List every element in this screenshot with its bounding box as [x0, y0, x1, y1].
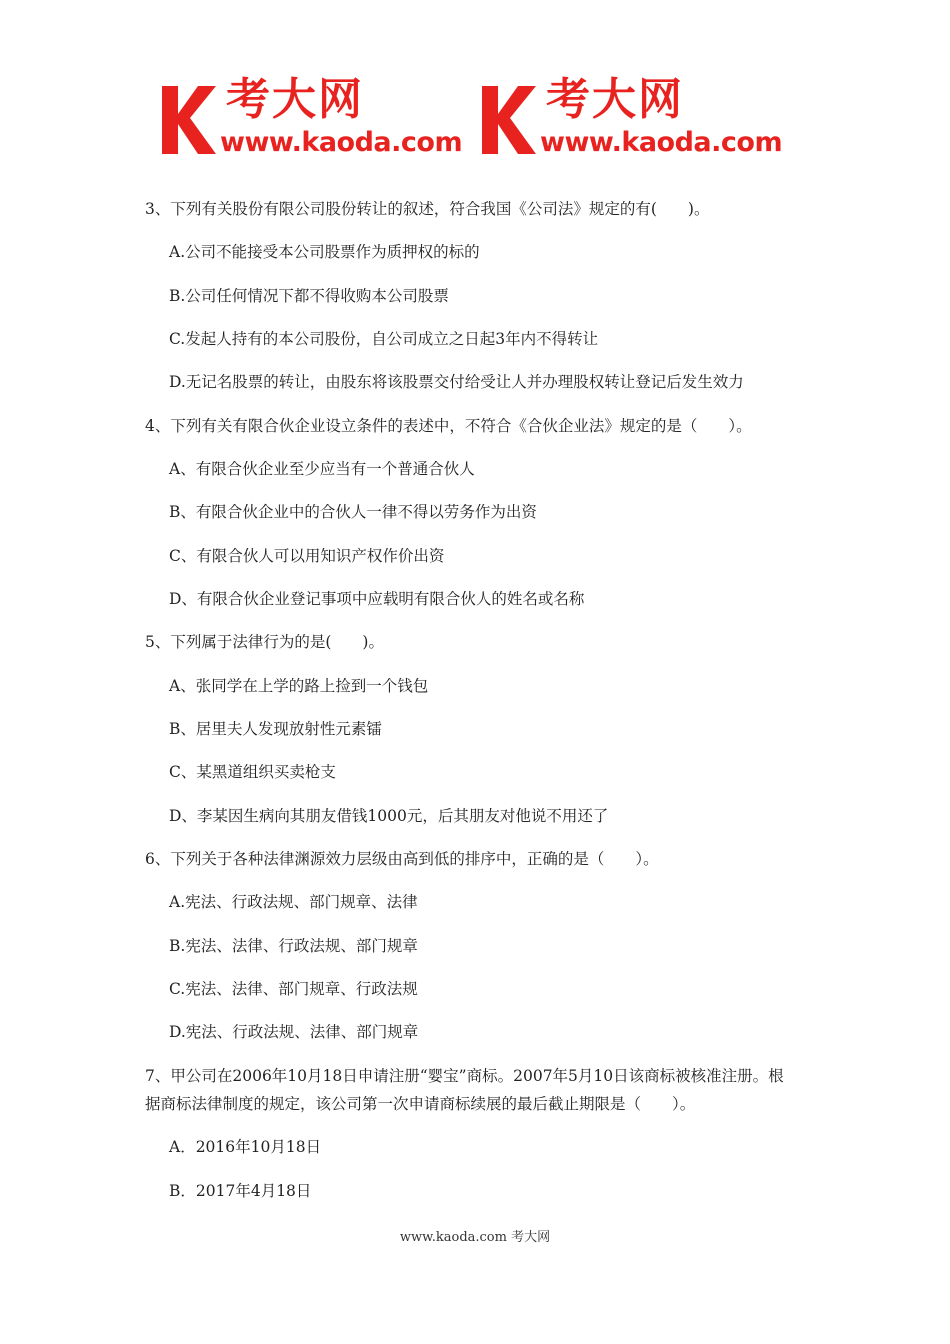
question-option: B.宪法、法律、行政法规、部门规章 [169, 937, 418, 955]
question-option: D.无记名股票的转让，由股东将该股票交付给受让人并办理股权转让登记后发生效力 [169, 373, 744, 391]
question-stem: 5、下列属于法律行为的是( )。 [145, 633, 384, 651]
question-option: A、张同学在上学的路上捡到一个钱包 [169, 677, 429, 695]
question-option: A.公司不能接受本公司股票作为质押权的标的 [169, 243, 480, 261]
logo-brand-text: 考大网 [546, 74, 684, 125]
question-option: A、有限合伙企业至少应当有一个普通合伙人 [169, 460, 475, 478]
header-logos [160, 74, 800, 158]
k-logo-icon [160, 80, 218, 156]
question-option: B．2017年4月18日 [169, 1182, 312, 1200]
question-option: C、某黑道组织买卖枪支 [169, 763, 336, 781]
question-option: C.宪法、法律、部门规章、行政法规 [169, 980, 418, 998]
question-option: C、有限合伙人可以用知识产权作价出资 [169, 547, 445, 565]
question-option: C.发起人持有的本公司股份，自公司成立之日起3年内不得转让 [169, 330, 599, 348]
kaoda-logo [160, 74, 478, 158]
kaoda-logo [480, 74, 798, 158]
question-stem: 据商标法律制度的规定，该公司第一次申请商标续展的最后截止期限是（ ）。 [145, 1095, 696, 1113]
page-footer: www.kaoda.com 考大网 [399, 1230, 551, 1245]
question-option: B.公司任何情况下都不得收购本公司股票 [169, 287, 449, 305]
question-option: D.宪法、行政法规、法律、部门规章 [169, 1023, 419, 1041]
question-option: D、李某因生病向其朋友借钱1000元，后其朋友对他说不用还了 [169, 807, 609, 825]
question-stem: 6、下列关于各种法律渊源效力层级由高到低的排序中，正确的是（ ）。 [145, 850, 659, 868]
question-stem: 4、下列有关有限合伙企业设立条件的表述中，不符合《合伙企业法》规定的是（ ）。 [145, 417, 752, 435]
question-option: A.宪法、行政法规、部门规章、法律 [169, 893, 418, 911]
question-option: A．2016年10月18日 [169, 1138, 322, 1156]
question-stem: 3、下列有关股份有限公司股份转让的叙述，符合我国《公司法》规定的有( )。 [145, 200, 710, 218]
question-stem: 7、甲公司在2006年10月18日申请注册“婴宝”商标。2007年5月10日该商标被核准注册。根 [145, 1067, 784, 1085]
logo-brand-text: 考大网 [226, 74, 364, 125]
logo-site-text: www.kaoda.com [220, 127, 463, 158]
question-option: B、有限合伙企业中的合伙人一律不得以劳务作为出资 [169, 503, 537, 521]
question-option: D、有限合伙企业登记事项中应载明有限合伙人的姓名或名称 [169, 590, 585, 608]
logo-site-text: www.kaoda.com [540, 127, 783, 158]
k-logo-icon [480, 80, 538, 156]
question-option: B、居里夫人发现放射性元素镭 [169, 720, 382, 738]
